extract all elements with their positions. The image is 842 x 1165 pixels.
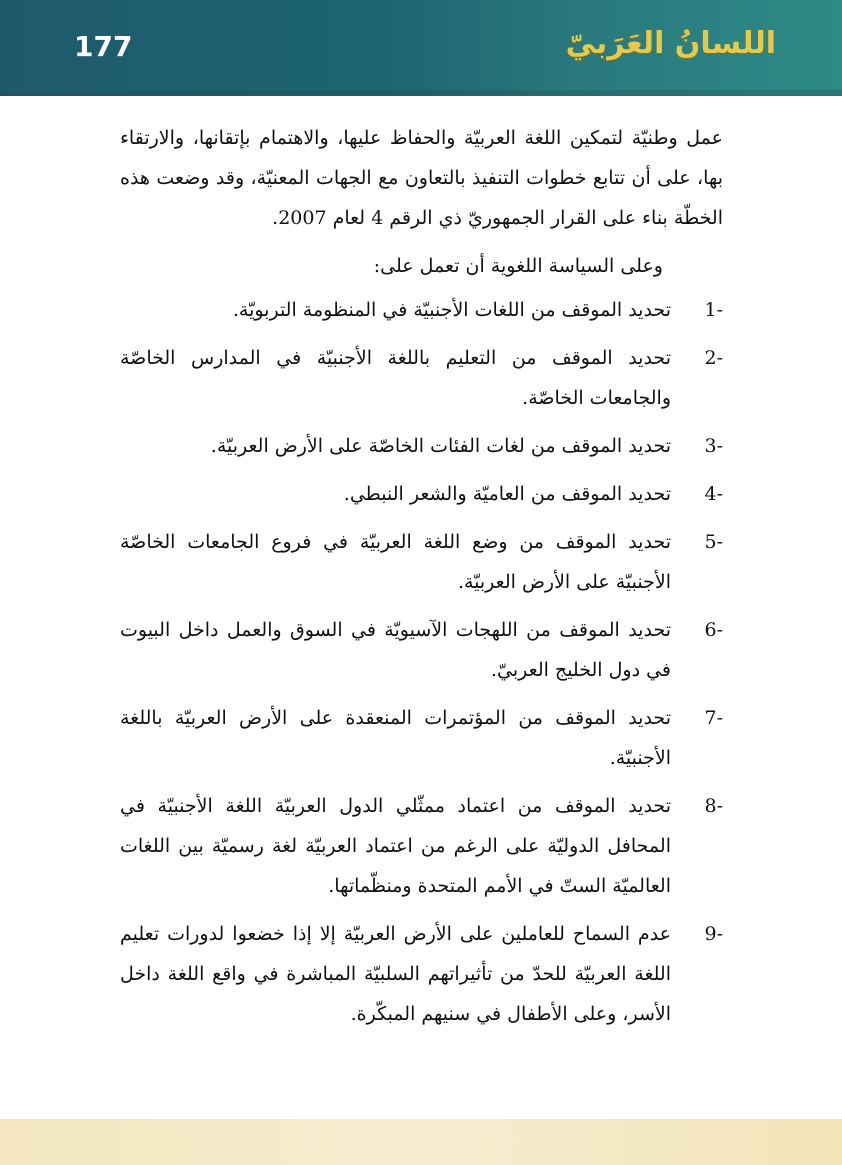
list-item-number: -4: [704, 483, 723, 505]
list-item: [120, 426, 723, 466]
list-item-text: تحديد الموقف من اللغات الأجنبيّة في المنظومة التربويّة.: [232, 299, 671, 321]
list-item-number: -1: [704, 299, 723, 321]
list-item-text: تحديد الموقف من وضع اللغة العربيّة في فروع الجامعات الخاصّة الأجنبيّة على الأرض العربيّة.: [120, 531, 671, 593]
journal-logo: اللسانُ العَرَبيّ: [565, 26, 776, 61]
page-header: [0, 0, 842, 96]
list-item-number: -2: [704, 347, 723, 369]
list-item-text: تحديد الموقف من اعتماد ممثّلي الدول العربيّة اللغة الأجنبيّة في المحافل الدوليّة على الرغم من اعتماد العربيّة لغة رسميّة بين اللغات العالميّة الستّ في الأمم المتحدة ومنظّماتها.: [120, 795, 671, 897]
list-item-number: -3: [704, 435, 723, 457]
list-item-text: تحديد الموقف من المؤتمرات المنعقدة على الأرض العربيّة باللغة الأجنبيّة.: [120, 707, 671, 769]
list-item-number: -5: [704, 531, 723, 553]
list-item: [120, 290, 723, 330]
list-item: [120, 698, 723, 778]
list-item: [120, 914, 723, 1034]
list-item-text: عدم السماح للعاملين على الأرض العربيّة إلا إذا خضعوا لدورات تعليم اللغة العربيّة للحدّ من تأثيراتهم السلبيّة المباشرة في واقع اللغة داخل الأسر، وعلى الأطفال في سنيهم المبكّرة.: [120, 923, 671, 1025]
list-item-text: تحديد الموقف من العاميّة والشعر النبطي.: [343, 483, 671, 505]
list-item-number: -6: [704, 619, 723, 641]
list-item: [120, 610, 723, 690]
list-item: [120, 474, 723, 514]
list-item-text: تحديد الموقف من التعليم باللغة الأجنبيّة في المدارس الخاصّة والجامعات الخاصّة.: [120, 347, 671, 409]
page-number: 177: [74, 30, 133, 63]
list-item-text: تحديد الموقف من اللهجات الآسيويّة في السوق والعمل داخل البيوت في دول الخليج العربيّ.: [120, 619, 671, 681]
list-item-number: -7: [704, 707, 723, 729]
list-item: [120, 786, 723, 906]
list-item: [120, 338, 723, 418]
opening-paragraph: عمل وطنيّة لتمكين اللغة العربيّة والحفاظ عليها، والاهتمام بإتقانها، والارتقاء بها، على أن تتابع خطوات التنفيذ بالتعاون مع الجهات المعنيّة، وقد وضعت هذه الخطّة بناء على القرار الجمهوريّ ذي الرقم 4 لعام 2007.: [120, 127, 723, 229]
list-item-number: -8: [704, 795, 723, 817]
list-item-number: -9: [704, 923, 723, 945]
list-item: [120, 522, 723, 602]
page-footer-band: [0, 1119, 842, 1165]
article-body: [120, 118, 723, 1042]
list-intro: وعلى السياسة اللغوية أن تعمل على:: [373, 255, 663, 277]
list-item-text: تحديد الموقف من لغات الفئات الخاصّة على الأرض العربيّة.: [210, 435, 671, 457]
